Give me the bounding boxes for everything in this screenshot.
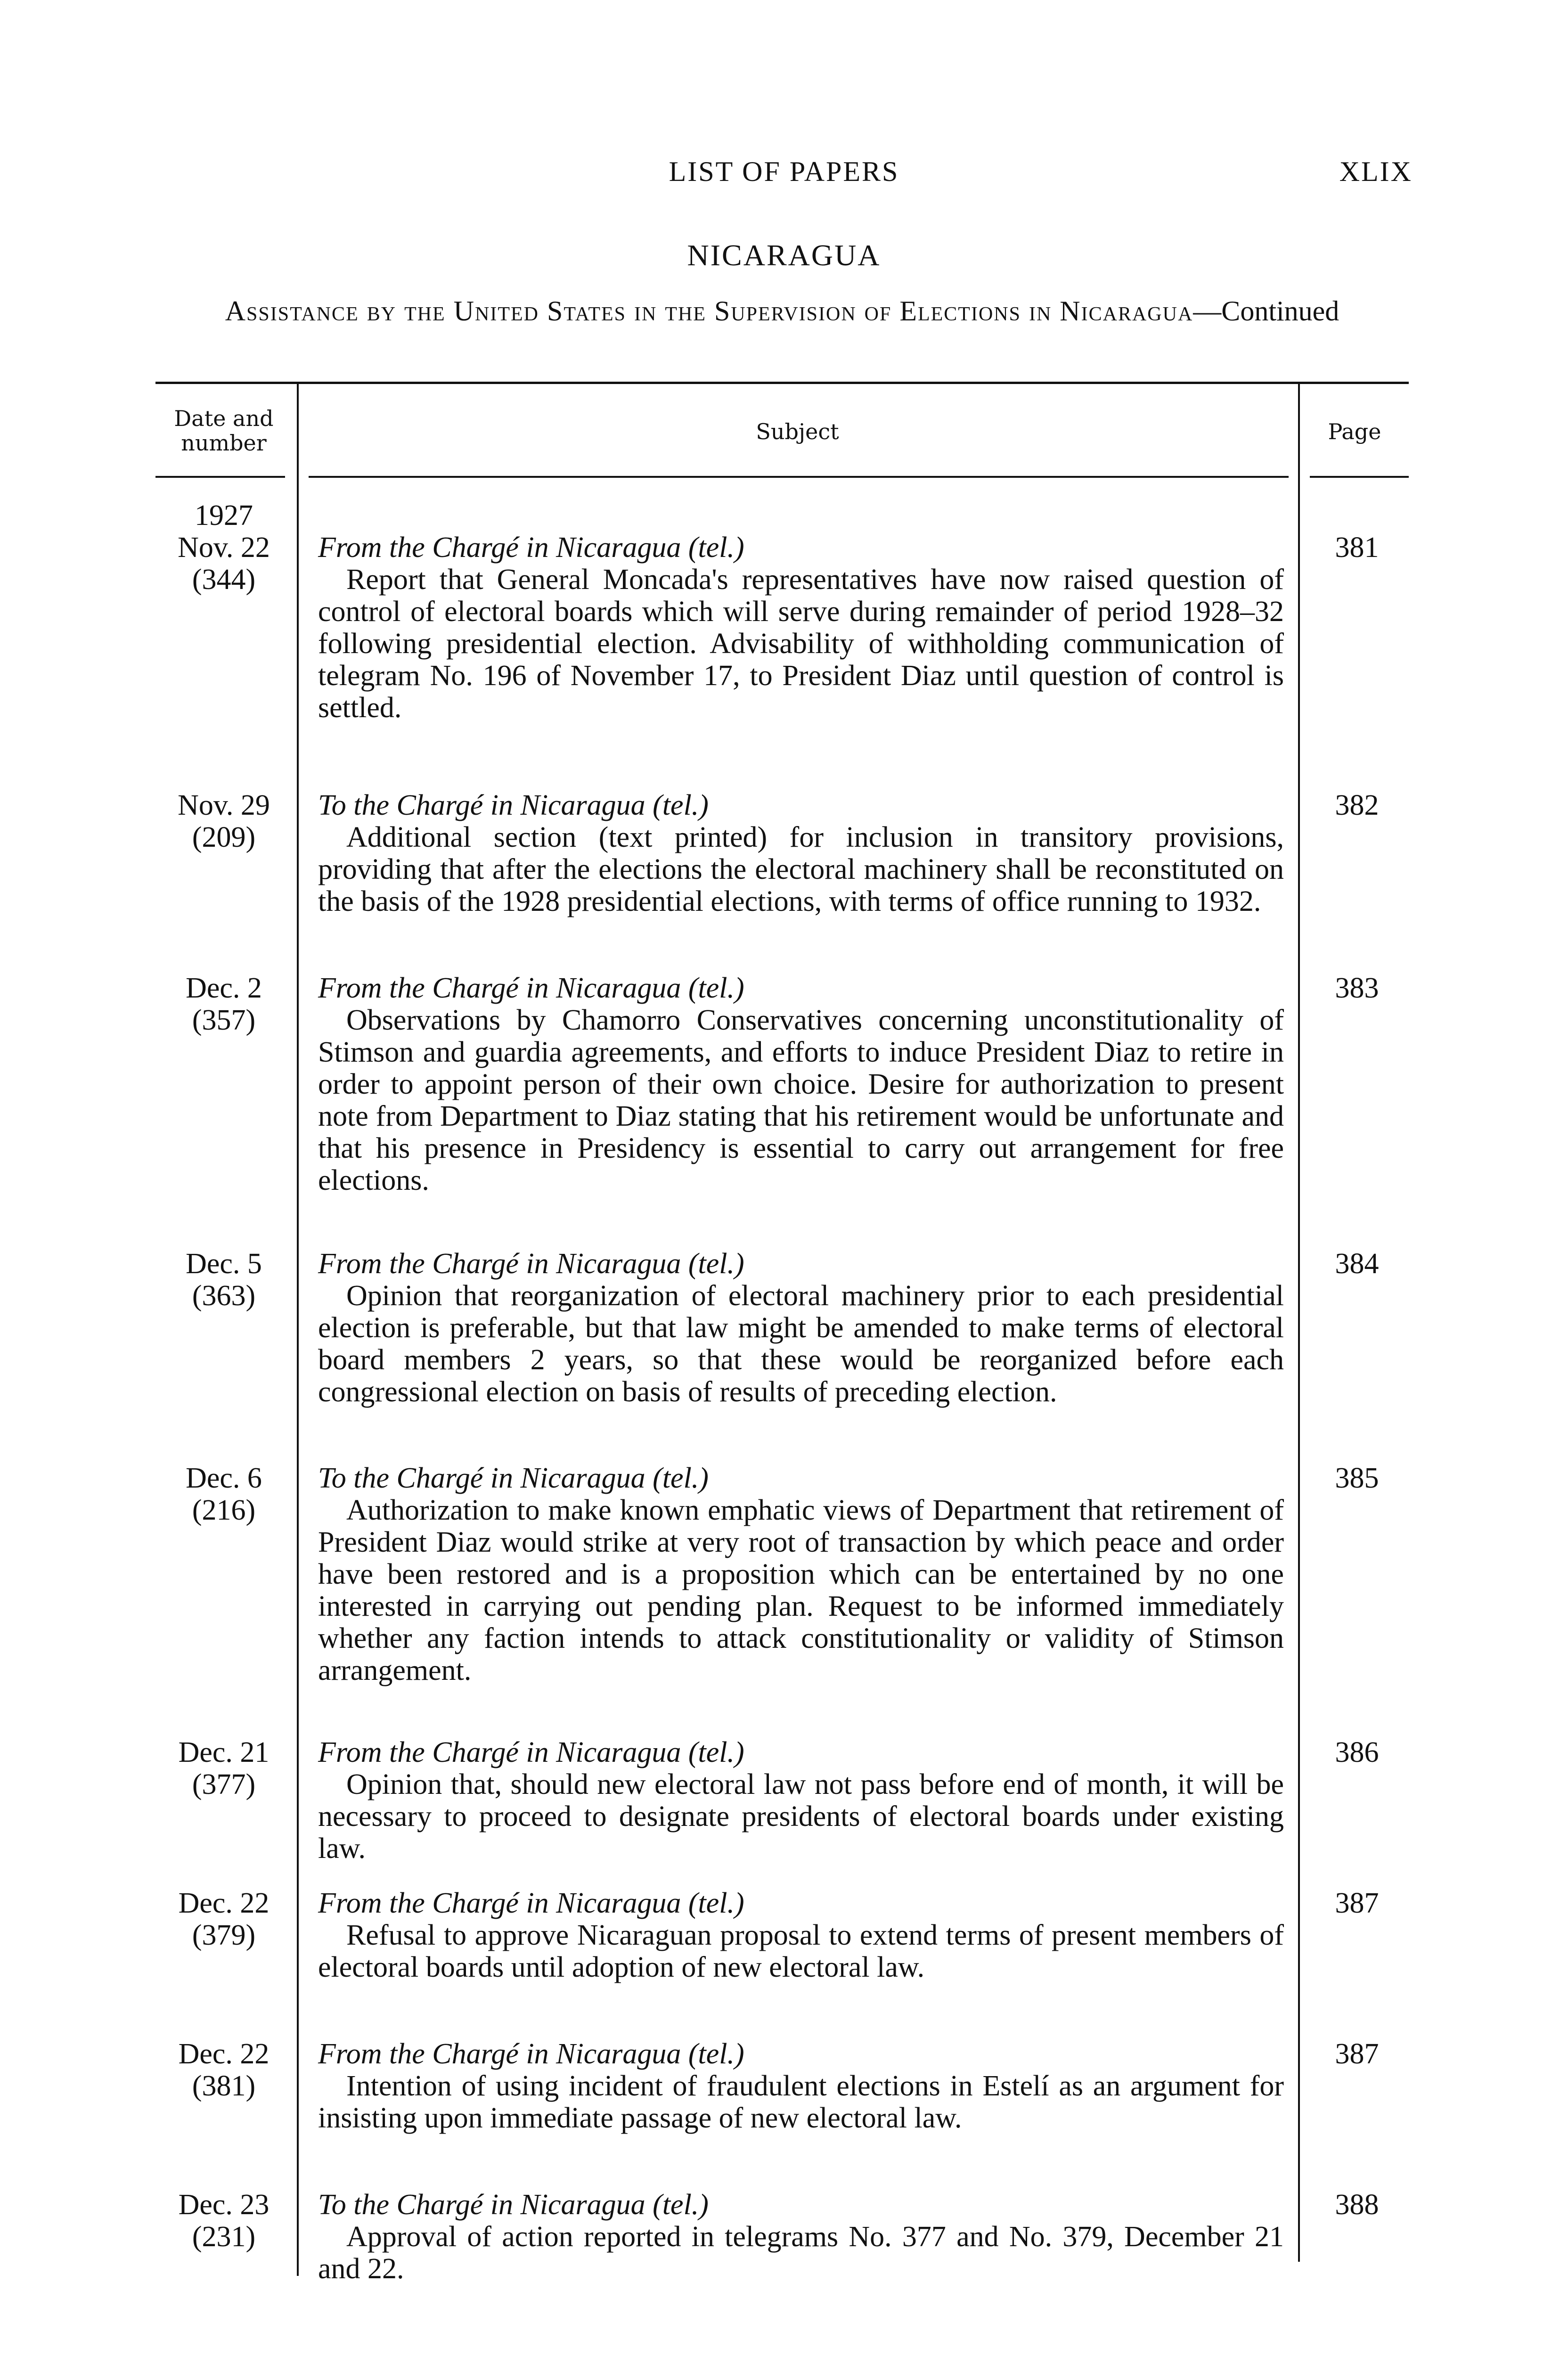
entry-text: Refusal to approve Nicaraguan proposal to extend terms of present members of electoral boards until adoption of new electoral law. — [318, 1919, 1284, 1983]
entry-subject — [318, 532, 1284, 724]
entry-date-cell — [155, 1736, 292, 1800]
entry-subject — [318, 789, 1284, 917]
entry-date-cell — [155, 789, 292, 853]
entry-subject — [318, 972, 1284, 1196]
papers-table — [155, 382, 1409, 2285]
column-divider-page — [1298, 382, 1300, 2262]
entry-date: Dec. 6 — [186, 1462, 262, 1494]
entry-page: 383 — [1335, 972, 1379, 1004]
entry-number: (357) — [192, 1004, 256, 1036]
entry-heading: From the Chargé in Nicaragua (tel.) — [318, 972, 744, 1004]
table-top-rule — [155, 382, 1409, 384]
entry-text: Opinion that reorganization of electoral machinery prior to each presidential election is preferable, but that law might be amended to make terms of electoral board members 2 years, so that these would be reorganized before each congressional election on basis of results of preceding election. — [318, 1280, 1284, 1408]
entry-date-cell — [155, 972, 292, 1036]
entry-date-cell — [155, 2189, 292, 2253]
entry-heading: From the Chargé in Nicaragua (tel.) — [318, 532, 744, 564]
entry-subject — [318, 1887, 1284, 1983]
entry-heading: To the Chargé in Nicaragua (tel.) — [318, 789, 709, 821]
section-subtitle — [155, 294, 1409, 327]
entry-text: Report that General Moncada's representatives have now raised question of control of electoral boards which will serve during remainder of period 1928–32 following presidential election. Advisability of withholding communication of telegram No. 196 of November 17, to President Diaz until question of control is settled. — [318, 564, 1284, 724]
column-header-date-line1: Date and — [174, 406, 274, 431]
section-subtitle-text: Assistance by the United States in the Supervision of Elections in Nicaragua — [225, 295, 1193, 327]
header-rule-subject — [309, 476, 1289, 478]
entry-text: Opinion that, should new electoral law not pass before end of month, it will be necessary to proceed to designate presidents of electoral boards under existing law. — [318, 1768, 1284, 1865]
entry-date-cell — [155, 2038, 292, 2102]
entry-heading: From the Chargé in Nicaragua (tel.) — [318, 1887, 744, 1919]
entry-subject — [318, 2189, 1284, 2285]
section-continued: —Continued — [1193, 295, 1339, 327]
entry-date: Dec. 21 — [178, 1736, 270, 1768]
entry-heading: From the Chargé in Nicaragua (tel.) — [318, 1736, 744, 1768]
entry-number: (377) — [192, 1768, 256, 1800]
entry-number: (344) — [192, 564, 256, 596]
running-title: LIST OF PAPERS — [669, 156, 899, 187]
entry-text: Intention of using incident of fraudulent elections in Estelí as an argument for insisting upon immediate passage of new electoral law. — [318, 2070, 1284, 2134]
entry-page: 382 — [1335, 789, 1379, 821]
entry-page: 387 — [1335, 2038, 1379, 2070]
entry-date: Dec. 22 — [178, 2038, 270, 2070]
entry-page: 381 — [1335, 532, 1379, 564]
running-head — [0, 155, 1568, 193]
column-header-page: Page — [1328, 419, 1381, 444]
entry-page: 384 — [1335, 1248, 1379, 1280]
entry-heading: From the Chargé in Nicaragua (tel.) — [318, 2038, 744, 2070]
entry-page: 385 — [1335, 1462, 1379, 1494]
year-label: 1927 — [195, 499, 253, 532]
entry-subject — [318, 1248, 1284, 1408]
header-rule-date — [155, 476, 285, 478]
entry-date: Dec. 5 — [186, 1248, 262, 1280]
entry-text: Observations by Chamorro Conservatives concerning unconstitutionality of Stimson and guardia agreements, and efforts to induce President Diaz to retire in order to appoint person of their own choice. Desire for authorization to present note from Department to Diaz stating that his retirement would be unfortunate and that his presence in Presidency is essential to carry out arrangement for free elections. — [318, 1004, 1284, 1196]
entry-page: 386 — [1335, 1736, 1379, 1768]
section-country-title: NICARAGUA — [687, 238, 881, 272]
entry-page: 388 — [1335, 2189, 1379, 2221]
entry-date: Nov. 22 — [178, 532, 270, 564]
entry-number: (231) — [192, 2221, 256, 2253]
entry-heading: To the Chargé in Nicaragua (tel.) — [318, 2189, 709, 2221]
column-header-date-line2: number — [181, 430, 267, 456]
entry-date: Dec. 22 — [178, 1887, 270, 1919]
entry-date-cell — [155, 532, 292, 596]
entry-date: Dec. 2 — [186, 972, 262, 1004]
entry-number: (381) — [192, 2070, 256, 2102]
entry-date: Dec. 23 — [178, 2189, 270, 2221]
entry-page: 387 — [1335, 1887, 1379, 1919]
entry-subject — [318, 1462, 1284, 1686]
entry-text: Authorization to make known emphatic views of Department that retirement of President Diaz would strike at very root of transaction by which peace and order have been restored and is a proposition which can be entertained by no one interested in carrying out pending plan. Request to be informed immediately whether any faction intends to attack constitutionality or validity of Stimson arrangement. — [318, 1494, 1284, 1686]
entry-text: Additional section (text printed) for inclusion in transitory provisions, providing that after the elections the electoral machinery shall be reconstituted on the basis of the 1928 presidential elections, with terms of office running to 1932. — [318, 821, 1284, 917]
entry-date-cell — [155, 1887, 292, 1951]
entry-date: Nov. 29 — [178, 789, 270, 821]
entry-number: (216) — [192, 1494, 256, 1526]
entry-number: (363) — [192, 1280, 256, 1312]
entry-number: (379) — [192, 1919, 256, 1951]
entry-subject — [318, 2038, 1284, 2134]
column-header-subject: Subject — [756, 419, 839, 444]
entry-subject — [318, 1736, 1284, 1865]
page-folio: XLIX — [1339, 156, 1413, 187]
column-divider-date — [297, 382, 299, 2276]
entry-date-cell — [155, 1462, 292, 1526]
entry-heading: From the Chargé in Nicaragua (tel.) — [318, 1248, 744, 1280]
header-rule-page — [1310, 476, 1409, 478]
column-header-date — [155, 406, 292, 455]
entry-date-cell — [155, 1248, 292, 1312]
entry-text: Approval of action reported in telegrams No. 377 and No. 379, December 21 and 22. — [318, 2221, 1284, 2285]
entry-number: (209) — [192, 821, 256, 853]
entry-heading: To the Chargé in Nicaragua (tel.) — [318, 1462, 709, 1494]
